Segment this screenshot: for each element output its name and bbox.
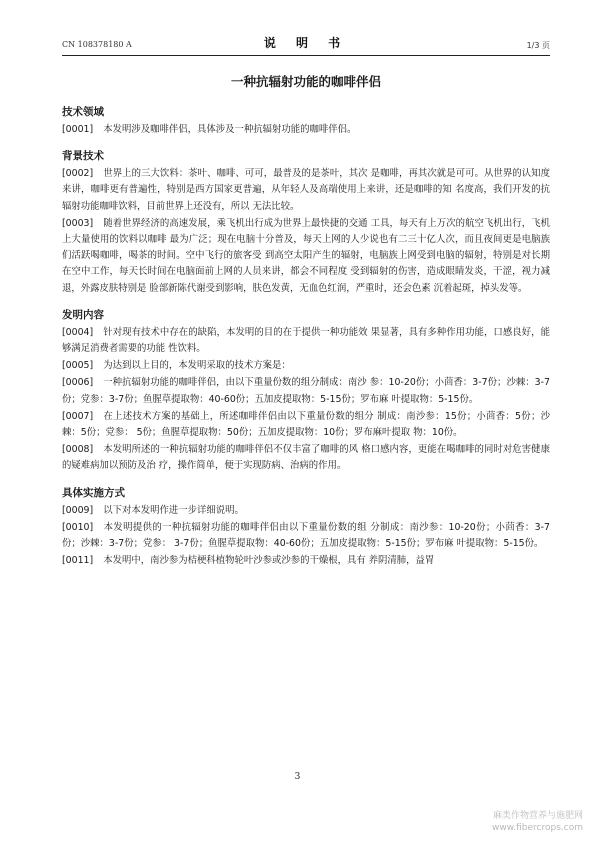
paragraph xyxy=(62,122,550,138)
section-heading: 技术领域 xyxy=(62,106,104,118)
section-technical-field xyxy=(62,104,550,138)
document-body xyxy=(62,70,550,570)
paragraph xyxy=(62,553,550,569)
paragraph xyxy=(62,325,550,357)
paragraph-id: [0005] xyxy=(62,360,94,372)
paragraph-text: 为达到以上目的，本发明采取的技术方案是： xyxy=(103,360,291,372)
paragraph-text: 以下对本发明作进一步详细说明。 xyxy=(103,504,244,516)
watermark-name: 麻类作物营养与施肥网 xyxy=(492,811,583,821)
document-number: CN 108378180 A xyxy=(62,40,132,49)
paragraph xyxy=(62,520,550,552)
paragraph-id: [0009] xyxy=(62,504,94,516)
page-number: 3 xyxy=(294,772,301,782)
document-title: 一种抗辐射功能的咖啡伴侣 xyxy=(230,74,381,89)
paragraph-id: [0006] xyxy=(62,377,94,389)
paragraph xyxy=(62,442,550,474)
paragraph-id: [0011] xyxy=(62,555,94,567)
paragraph-id: [0010] xyxy=(62,521,94,533)
paragraph xyxy=(62,503,550,519)
section-embodiments xyxy=(62,485,550,570)
paragraph xyxy=(62,216,550,297)
header-rule xyxy=(62,55,550,56)
section-summary xyxy=(62,307,550,475)
paragraph xyxy=(62,166,550,215)
page-position: 1/3 页 xyxy=(526,41,550,50)
paragraph-id: [0001] xyxy=(62,124,94,135)
site-watermark xyxy=(492,810,583,834)
paragraph-text: 本发明提供的一种抗辐射功能的咖啡伴侣由以下重量份数的组 分制成：南沙参：10-20份；小茴香：3-7份；沙棘：3-7份；党参： 3-7份；鱼腥草提取物：40-60份；五加皮提取物：5-15份；罗布麻 叶提取物：5-15份。 xyxy=(62,521,550,550)
section-heading: 背景技术 xyxy=(62,150,104,163)
section-background xyxy=(62,148,550,297)
paragraph-text: 随着世界经济的高速发展，乘飞机出行成为世界上最快捷的交通 工具，每天有上万次的航空飞机出行，飞机上大量使用的饮料以咖啡 最为广泛；现在电脑十分普及，每天上网的人少说也有二三十亿人次，而且夜间更是电脑族们活跃喝咖啡，喝茶的时间。空中飞行的旅客受 到高空太阳产生的辐射，电脑族上网受到电脑的辐射，特别是对长期 在空中工作，每天长时间在电脑面前上网的人员来讲，都会不同程度 受到辐射的伤害，造成眼睛发炎，干涩，视力减退，外露皮肤特别是 脸部新陈代谢受到影响，肤色发黄，无血色红润，严重时，还会色素 沉着起斑，掉头发等。 xyxy=(62,217,550,294)
paragraph-text: 本发明所述的一种抗辐射功能的咖啡伴侣不仅丰富了咖啡的风 格口感内容，更能在喝咖啡的同时对危害健康的疑难病加以预防及治 疗，操作简单，便于实现防病、治病的作用。 xyxy=(62,444,550,472)
section-heading: 发明内容 xyxy=(62,308,104,321)
paragraph-id: [0002] xyxy=(62,168,94,180)
paragraph xyxy=(62,358,550,374)
paragraph-id: [0007] xyxy=(62,410,94,422)
paragraph-id: [0003] xyxy=(62,217,94,229)
paragraph-id: [0004] xyxy=(62,326,94,338)
paragraph-text: 在上述技术方案的基础上，所述咖啡伴侣由以下重量份数的组分 制成：南沙参：15份；小茴香：5份；沙棘：5份；党参： 5份；鱼腥草提取物：50份；五加皮提取物：10份；罗布麻叶提取 物：10份。 xyxy=(62,410,550,439)
paragraph-id: [0008] xyxy=(62,444,94,456)
paragraph-text: 本发明涉及咖啡伴侣，具体涉及一种抗辐射功能的咖啡伴侣。 xyxy=(103,124,357,135)
header-title: 说 明 书 xyxy=(263,36,349,50)
page-header xyxy=(62,32,550,52)
section-heading: 具体实施方式 xyxy=(62,486,125,499)
paragraph-text: 一种抗辐射功能的咖啡伴侣，由以下重量份数的组分制成：南沙 参：10-20份；小茴香：3-7份；沙棘：3-7份；党参：3-7份；鱼腥草提取物：40-60份；五加皮提取物：5-15份；罗布麻 叶提取物：5-15份。 xyxy=(62,377,550,405)
paragraph-text: 本发明中，南沙参为桔梗科植物轮叶沙参或沙参的干燥根，具有 养阴清肺，益胃 xyxy=(103,555,435,567)
watermark-url: www.fibercrops.com xyxy=(492,823,583,833)
paragraph-text: 世界上的三大饮料：茶叶、咖啡、可可，最普及的是茶叶，其次 是咖啡，再其次就是可可。从世界的认知度来讲，咖啡更有普遍性，特别是西方国家更普遍，从年轻人及高端使用上来讲，还是咖啡的知 名度高，我们开发的抗辐射功能咖啡饮料，目前世界上还没有，所以 无法比较。 xyxy=(62,168,550,212)
paragraph xyxy=(62,375,550,407)
paragraph-text: 针对现有技术中存在的缺陷，本发明的目的在于提供一种功能效 果显著，具有多种作用功能，口感良好，能够满足消费者需要的功能 性饮料。 xyxy=(62,326,550,355)
paragraph xyxy=(62,409,550,441)
